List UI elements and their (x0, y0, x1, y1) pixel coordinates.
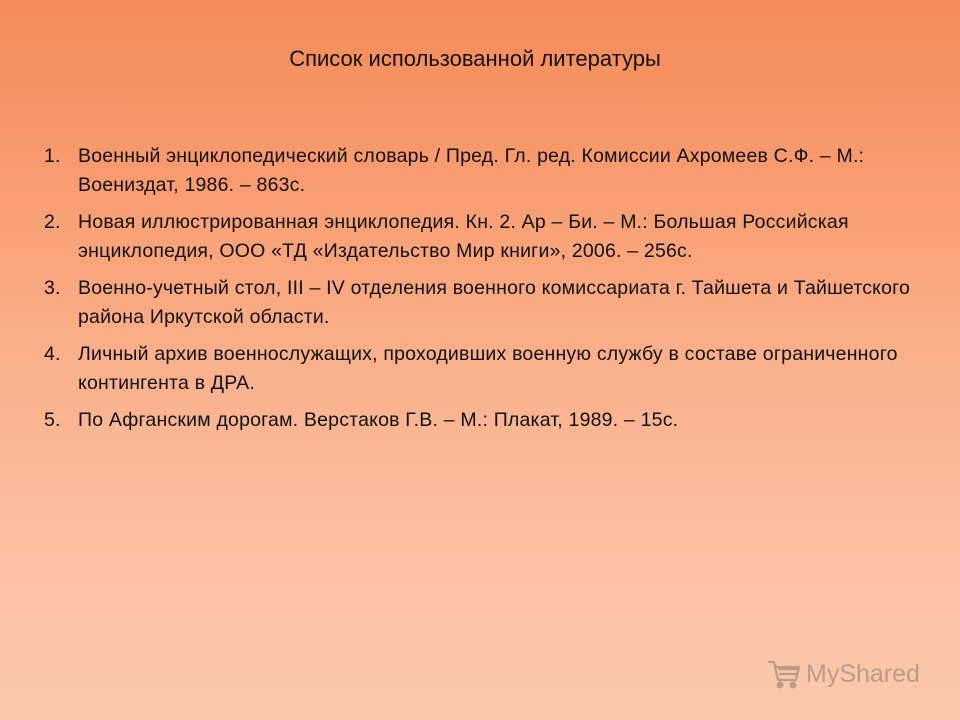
reference-text: Военный энциклопедический словарь / Пред. Гл. ред. Комиссии Ахромеев С.Ф. – М.: Воениздат, 1986. – 863с. (78, 145, 865, 196)
reference-text: Военно-учетный стол, III – IV отделения военного комиссариата г. Тайшета и Тайшетского района Иркутской области. (78, 277, 911, 328)
slide-title: Список использованной литературы (289, 46, 661, 71)
reference-item (44, 340, 914, 398)
reference-list (44, 142, 914, 443)
reference-item (44, 142, 914, 200)
reference-number: 4. (44, 343, 61, 365)
reference-number: 3. (44, 277, 61, 299)
cart-icon (769, 662, 799, 687)
reference-number: 2. (44, 211, 61, 233)
reference-item (44, 274, 914, 332)
myshared-watermark-logo (766, 655, 926, 691)
reference-text: Личный архив военнослужащих, проходивших военную службу в составе ограниченного контингента в ДРА. (78, 343, 898, 394)
reference-item (44, 406, 914, 435)
reference-number: 5. (44, 409, 61, 431)
myshared-logo (766, 655, 926, 691)
watermark-text: MyShared (806, 660, 920, 688)
reference-item (44, 208, 914, 266)
reference-text: По Афганским дорогам. Верстаков Г.В. – М.: Плакат, 1989. – 15с. (78, 409, 679, 431)
reference-text: Новая иллюстрированная энциклопедия. Кн. 2. Ар – Би. – М.: Большая Российская энциклопедия, ООО «ТД «Издательство Мир книги», 2006. – 256с. (78, 211, 849, 262)
reference-number: 1. (44, 145, 61, 167)
